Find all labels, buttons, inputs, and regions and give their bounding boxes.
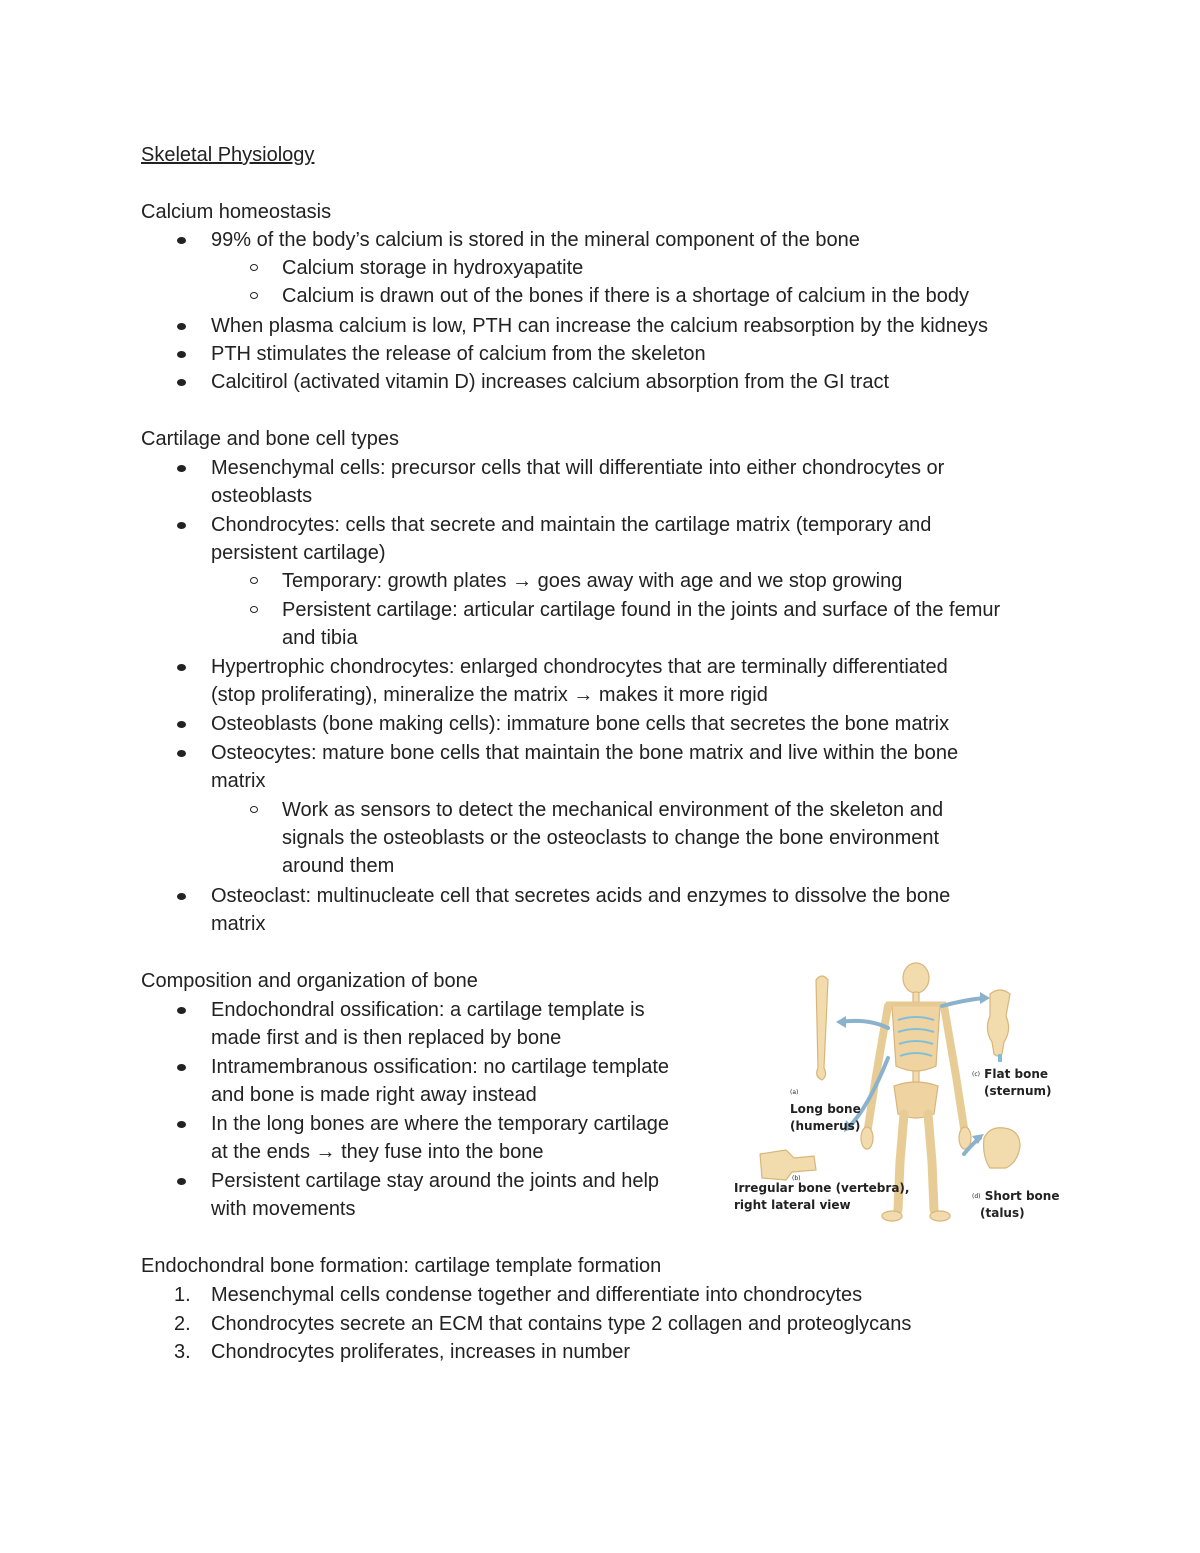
- bullet-text-continued: made first and is then replaced by bone: [211, 1027, 562, 1049]
- bullet-dot: [177, 1007, 186, 1014]
- figure-label-short-bone: [972, 1188, 1059, 1222]
- figure-label-line: Long bone: [790, 1102, 861, 1116]
- sub-bullet-circle: [250, 577, 258, 584]
- sub-bullet-circle: [250, 264, 258, 271]
- list-item: Mesenchymal cells condense together and differentiate into chondrocytes: [211, 1284, 863, 1306]
- sub-bullet-text: Calcium storage in hydroxyapatite: [282, 257, 584, 279]
- bullet-text: Calcitirol (activated vitamin D) increases calcium absorption from the GI tract: [211, 371, 890, 393]
- bullet-dot: [177, 1178, 186, 1185]
- bullet-text-continued: matrix: [211, 913, 266, 935]
- figure-letter: (d): [972, 1193, 981, 1200]
- section-heading-calcium: Calcium homeostasis: [141, 201, 332, 223]
- figure-letter: (b): [792, 1175, 801, 1182]
- bullet-dot: [177, 721, 186, 728]
- section-heading-composition: Composition and organization of bone: [141, 970, 478, 992]
- sub-bullet-text: Calcium is drawn out of the bones if there is a shortage of calcium in the body: [282, 285, 970, 307]
- bullet-dot: [177, 893, 186, 900]
- bullet-text: 99% of the body’s calcium is stored in the mineral component of the bone: [211, 229, 860, 251]
- bullet-dot: [177, 323, 186, 330]
- figure-label-flat-bone: [972, 1066, 1052, 1100]
- bullet-text-continued: at the ends → they fuse into the bone: [211, 1141, 544, 1163]
- humerus-icon: [816, 976, 828, 1080]
- bullet-text-continued: with movements: [211, 1198, 356, 1220]
- sub-bullet-circle: [250, 806, 258, 813]
- bullet-text: Osteocytes: mature bone cells that maintain the bone matrix and live within the bone: [211, 742, 959, 764]
- sub-bullet-text-continued: around them: [282, 855, 395, 877]
- sub-bullet-text: Persistent cartilage: articular cartilage found in the joints and surface of the femur: [282, 599, 1001, 621]
- bullet-text: Persistent cartilage stay around the joints and help: [211, 1170, 660, 1192]
- sub-bullet-text: Temporary: growth plates → goes away with age and we stop growing: [282, 570, 903, 592]
- sub-bullet-text: Work as sensors to detect the mechanical environment of the skeleton and: [282, 799, 944, 821]
- vertebra-icon: [760, 1150, 816, 1180]
- bullet-text: In the long bones are where the temporary cartilage: [211, 1113, 670, 1135]
- talus-icon: [984, 1128, 1020, 1168]
- bullet-dot: [177, 351, 186, 358]
- figure-label-line: Short bone: [984, 1189, 1060, 1203]
- section-heading-cells: Cartilage and bone cell types: [141, 428, 399, 450]
- bullet-text: Intramembranous ossification: no cartilage template: [211, 1056, 670, 1078]
- list-number: 2.: [174, 1313, 191, 1335]
- figure-label-line: Irregular bone (vertebra),: [734, 1181, 910, 1195]
- sub-bullet-circle: [250, 606, 258, 613]
- bullet-text-continued: persistent cartilage): [211, 542, 386, 564]
- section-heading-endochondral: Endochondral bone formation: cartilage template formation: [141, 1255, 662, 1277]
- figure-label-line: (sternum): [984, 1084, 1052, 1098]
- bullet-dot: [177, 750, 186, 757]
- figure-label-line: Flat bone: [984, 1067, 1049, 1081]
- bullet-text: Osteoclast: multinucleate cell that secretes acids and enzymes to dissolve the bone: [211, 885, 951, 907]
- figure-label-long-bone: [790, 1084, 861, 1135]
- figure-letter-irregular: [792, 1170, 801, 1187]
- bullet-text: PTH stimulates the release of calcium from the skeleton: [211, 343, 706, 365]
- sub-bullet-text-continued: and tibia: [282, 627, 358, 649]
- list-item: Chondrocytes proliferates, increases in number: [211, 1341, 631, 1363]
- list-item: Chondrocytes secrete an ECM that contains type 2 collagen and proteoglycans: [211, 1313, 912, 1335]
- list-number: 3.: [174, 1341, 191, 1363]
- bullet-dot: [177, 237, 186, 244]
- bullet-text: Endochondral ossification: a cartilage template is: [211, 999, 645, 1021]
- bullet-text-continued: (stop proliferating), mineralize the matrix → makes it more rigid: [211, 684, 768, 706]
- bullet-text: Chondrocytes: cells that secrete and maintain the cartilage matrix (temporary and: [211, 514, 932, 536]
- figure-label-line: (talus): [980, 1206, 1025, 1220]
- bullet-text: Osteoblasts (bone making cells): immature bone cells that secretes the bone matrix: [211, 713, 950, 735]
- figure-label-line: right lateral view: [734, 1198, 851, 1212]
- bullet-dot: [177, 465, 186, 472]
- page-title: Skeletal Physiology: [141, 144, 315, 166]
- bullet-dot: [177, 522, 186, 529]
- sternum-icon: [987, 990, 1010, 1062]
- figure-letter: (a): [790, 1089, 799, 1096]
- figure-letter: (c): [972, 1071, 980, 1078]
- bullet-dot: [177, 1064, 186, 1071]
- figure-label-line: (humerus): [790, 1119, 861, 1133]
- bullet-dot: [177, 664, 186, 671]
- bullet-text: Mesenchymal cells: precursor cells that will differentiate into either chondrocytes or: [211, 457, 945, 479]
- bullet-text-continued: osteoblasts: [211, 485, 313, 507]
- bullet-text: When plasma calcium is low, PTH can increase the calcium reabsorption by the kidneys: [211, 315, 989, 337]
- bullet-dot: [177, 379, 186, 386]
- sub-bullet-text-continued: signals the osteoblasts or the osteoclasts to change the bone environment: [282, 827, 940, 849]
- bone-types-figure: [728, 958, 1068, 1228]
- bullet-text: Hypertrophic chondrocytes: enlarged chondrocytes that are terminally differentiated: [211, 656, 948, 678]
- sub-bullet-circle: [250, 292, 258, 299]
- bullet-dot: [177, 1121, 186, 1128]
- list-number: 1.: [174, 1284, 191, 1306]
- bullet-text-continued: matrix: [211, 770, 266, 792]
- figure-label-irregular-bone: [734, 1180, 909, 1214]
- bullet-text-continued: and bone is made right away instead: [211, 1084, 537, 1106]
